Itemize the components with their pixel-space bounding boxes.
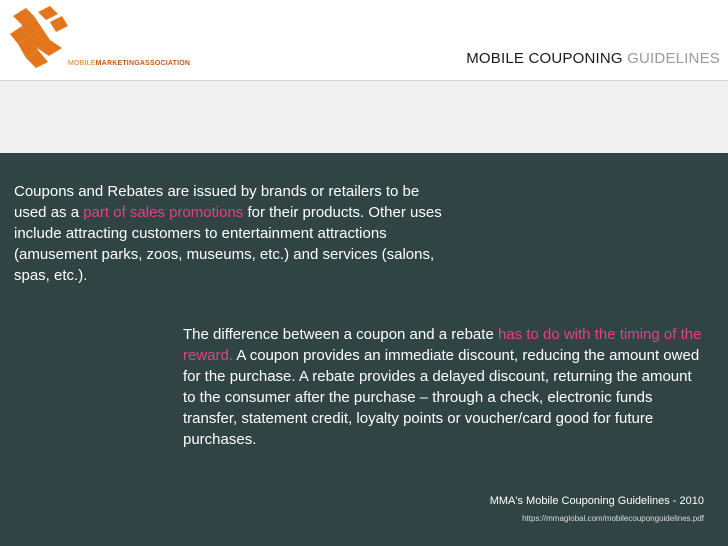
organization-name: MOBILEMARKETINGASSOCIATION xyxy=(68,60,191,67)
header-bar xyxy=(0,0,728,81)
document-title: MOBILE COUPONING GUIDELINES xyxy=(466,50,720,67)
gray-band xyxy=(0,81,728,153)
paragraph-difference: The difference between a coupon and a rebate has to do with the timing of the reward. A coupon provides an immediate discount, reducing the amount owed for the purchase. A rebate provides a delayed discount, returning the amount to the consumer after the purchase – through a check, electronic funds transfer, statement credit, loyalty points or voucher/card good for future purchases. xyxy=(183,326,702,448)
highlight-timing: has to do with the timing of the reward. xyxy=(183,326,702,364)
highlight-sales-promotions: part of sales promotions xyxy=(83,204,244,221)
source-url: https://mmaglobal.com/mobilecouponguidelines.pdf xyxy=(522,514,704,523)
mma-logo-icon xyxy=(8,6,70,68)
source-citation: MMA's Mobile Couponing Guidelines - 2010 xyxy=(489,495,704,507)
paragraph-coupons-rebates: Coupons and Rebates are issued by brands or retailers to be used as a part of sales promotions for their products. Other uses include attracting customers to entertainment attractions (amusement parks, zoos, museums, etc.) and services (salons, spas, etc.). xyxy=(14,183,442,284)
